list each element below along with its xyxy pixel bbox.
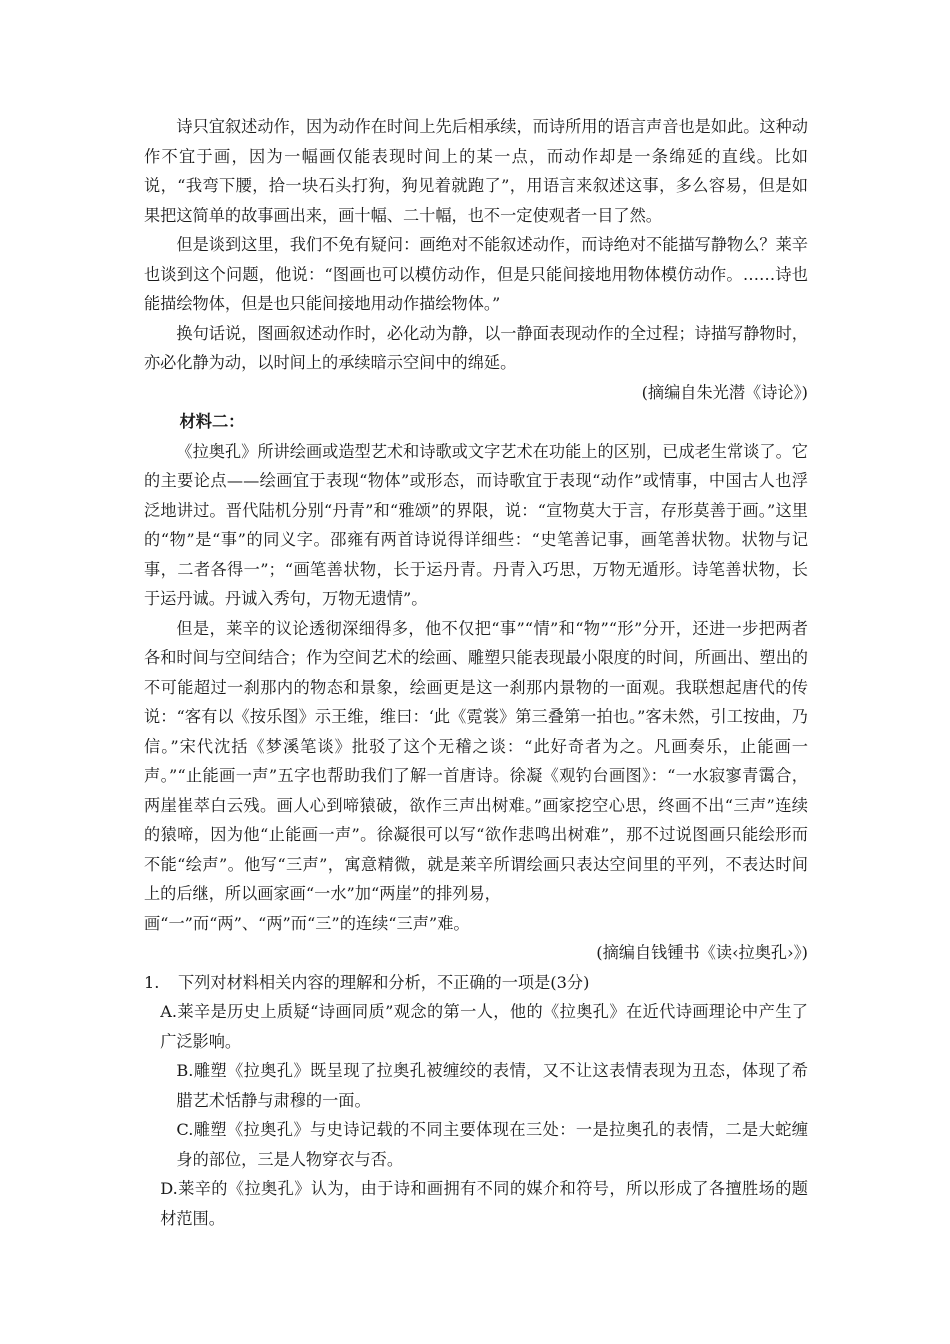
question-number: 1. xyxy=(144,972,160,992)
material-two-source: (摘编自钱锺书《读‹拉奥孔›》) xyxy=(596,943,808,962)
question-1 xyxy=(144,968,808,1234)
material-two xyxy=(144,407,808,968)
exam-page xyxy=(144,112,808,1233)
material-one-paragraph: 诗只宜叙述动作，因为动作在时间上先后相承续，而诗所用的语言声音也是如此。这种动作不宜于画，因为一幅画仅能表现时间上的某一点，而动作却是一条绵延的直线。比如说，“我弯下腰，拾一块石头打狗，狗见着就跑了”，用语言来叙述这事，多么容易，但是如果把这简单的故事画出来，画十幅、二十幅，也不一定使观者一目了然。 xyxy=(144,117,808,225)
material-one-source: (摘编自朱光潜《诗论》) xyxy=(641,382,808,402)
option-c: C.雕塑《拉奥孔》与史诗记载的不同主要体现在三处：一是拉奥孔的表情，二是大蛇缠身的部位，三是人物穿衣与否。 xyxy=(176,1120,808,1169)
material-one-paragraph: 但是谈到这里，我们不免有疑问：画绝对不能叙述动作，而诗绝对不能描写静物么？莱辛也谈到这个问题，他说：“图画也可以模仿动作，但是只能间接地用物体模仿动作。……诗也能描绘物体，但是也只能间接地用动作描绘物体。” xyxy=(144,235,808,313)
option-b: B.雕塑《拉奥孔》既呈现了拉奥孔被缠绞的表情，又不让这表情表现为丑态，体现了希腊艺术恬静与肃穆的一面。 xyxy=(176,1061,808,1110)
material-one-paragraph: 换句话说，图画叙述动作时，必化动为静，以一静面表现动作的全过程；诗描写静物时，亦必化静为动，以时间上的承续暗示空间中的绵延。 xyxy=(144,323,808,372)
material-two-paragraph: 但是，莱辛的议论透彻深细得多，他不仅把“事”“情”和“物”“形”分开，还进一步把两者各和时间与空间结合；作为空间艺术的绘画、雕塑只能表现最小限度的时间，所画出、塑出的不可能超过一刹那内的物态和景象，绘画更是这一刹那内景物的一面观。我联想起唐代的传说：“客有以《按乐图》示王维，维曰：‘此《霓裳》第三叠第一拍也。”客未然，引工按曲，乃信。”宋代沈括《梦溪笔谈》批驳了这个无稽之谈：“此好奇者为之。凡画奏乐，止能画一声。”“止能画一声”五字也帮助我们了解一首唐诗。徐凝《观钓台画图》：“一水寂寥青霭合，两崖崔萃白云残。画人心到啼猿破，欲作三声出树难。”画家挖空心思，终画不出“三声”连续的猿啼，因为他“止能画一声”。徐凝很可以写“欲作悲鸣出树难”，那不过说图画只能绘形而不能“绘声”。他写“三声”，寓意精微，就是莱辛所谓绘画只表达空间里的平列，不表达时间上的后继，所以画家画“一水”加“两崖”的排列易， xyxy=(144,618,808,903)
material-two-heading: 材料二： xyxy=(179,412,245,431)
question-stem: 下列对材料相关内容的理解和分析，不正确的一项是(3分) xyxy=(178,972,590,992)
material-two-paragraph: 画“一”而“两”、“两”而“三”的连续“三声”难。 xyxy=(144,913,470,933)
option-d: D.莱辛的《拉奥孔》认为，由于诗和画拥有不同的媒介和符号，所以形成了各擅胜场的题材范围。 xyxy=(160,1179,808,1228)
option-a: A.莱辛是历史上质疑“诗画同质”观念的第一人，他的《拉奥孔》在近代诗画理论中产生了广泛影响。 xyxy=(160,1002,808,1051)
material-one xyxy=(144,112,808,407)
question-stem-line xyxy=(144,968,808,998)
material-two-paragraph: 《拉奥孔》所讲绘画或造型艺术和诗歌或文字艺术在功能上的区别，已成老生常谈了。它的主要论点——绘画宜于表现“物体”或形态，而诗歌宜于表现“动作”或情事，中国古人也浮泛地讲过。晋代陆机分别“丹青”和“雅颂”的界限，说：“宣物莫大于言，存形莫善于画。”这里的“物”是“事”的同义字。邵雍有两首诗说得详细些：“史笔善记事，画笔善状物。状物与记事，二者各得一”；“画笔善状物，长于运丹青。丹青入巧思，万物无遁形。诗笔善状物，长于运丹诚。丹诚入秀句，万物无遗情”。 xyxy=(144,441,808,608)
